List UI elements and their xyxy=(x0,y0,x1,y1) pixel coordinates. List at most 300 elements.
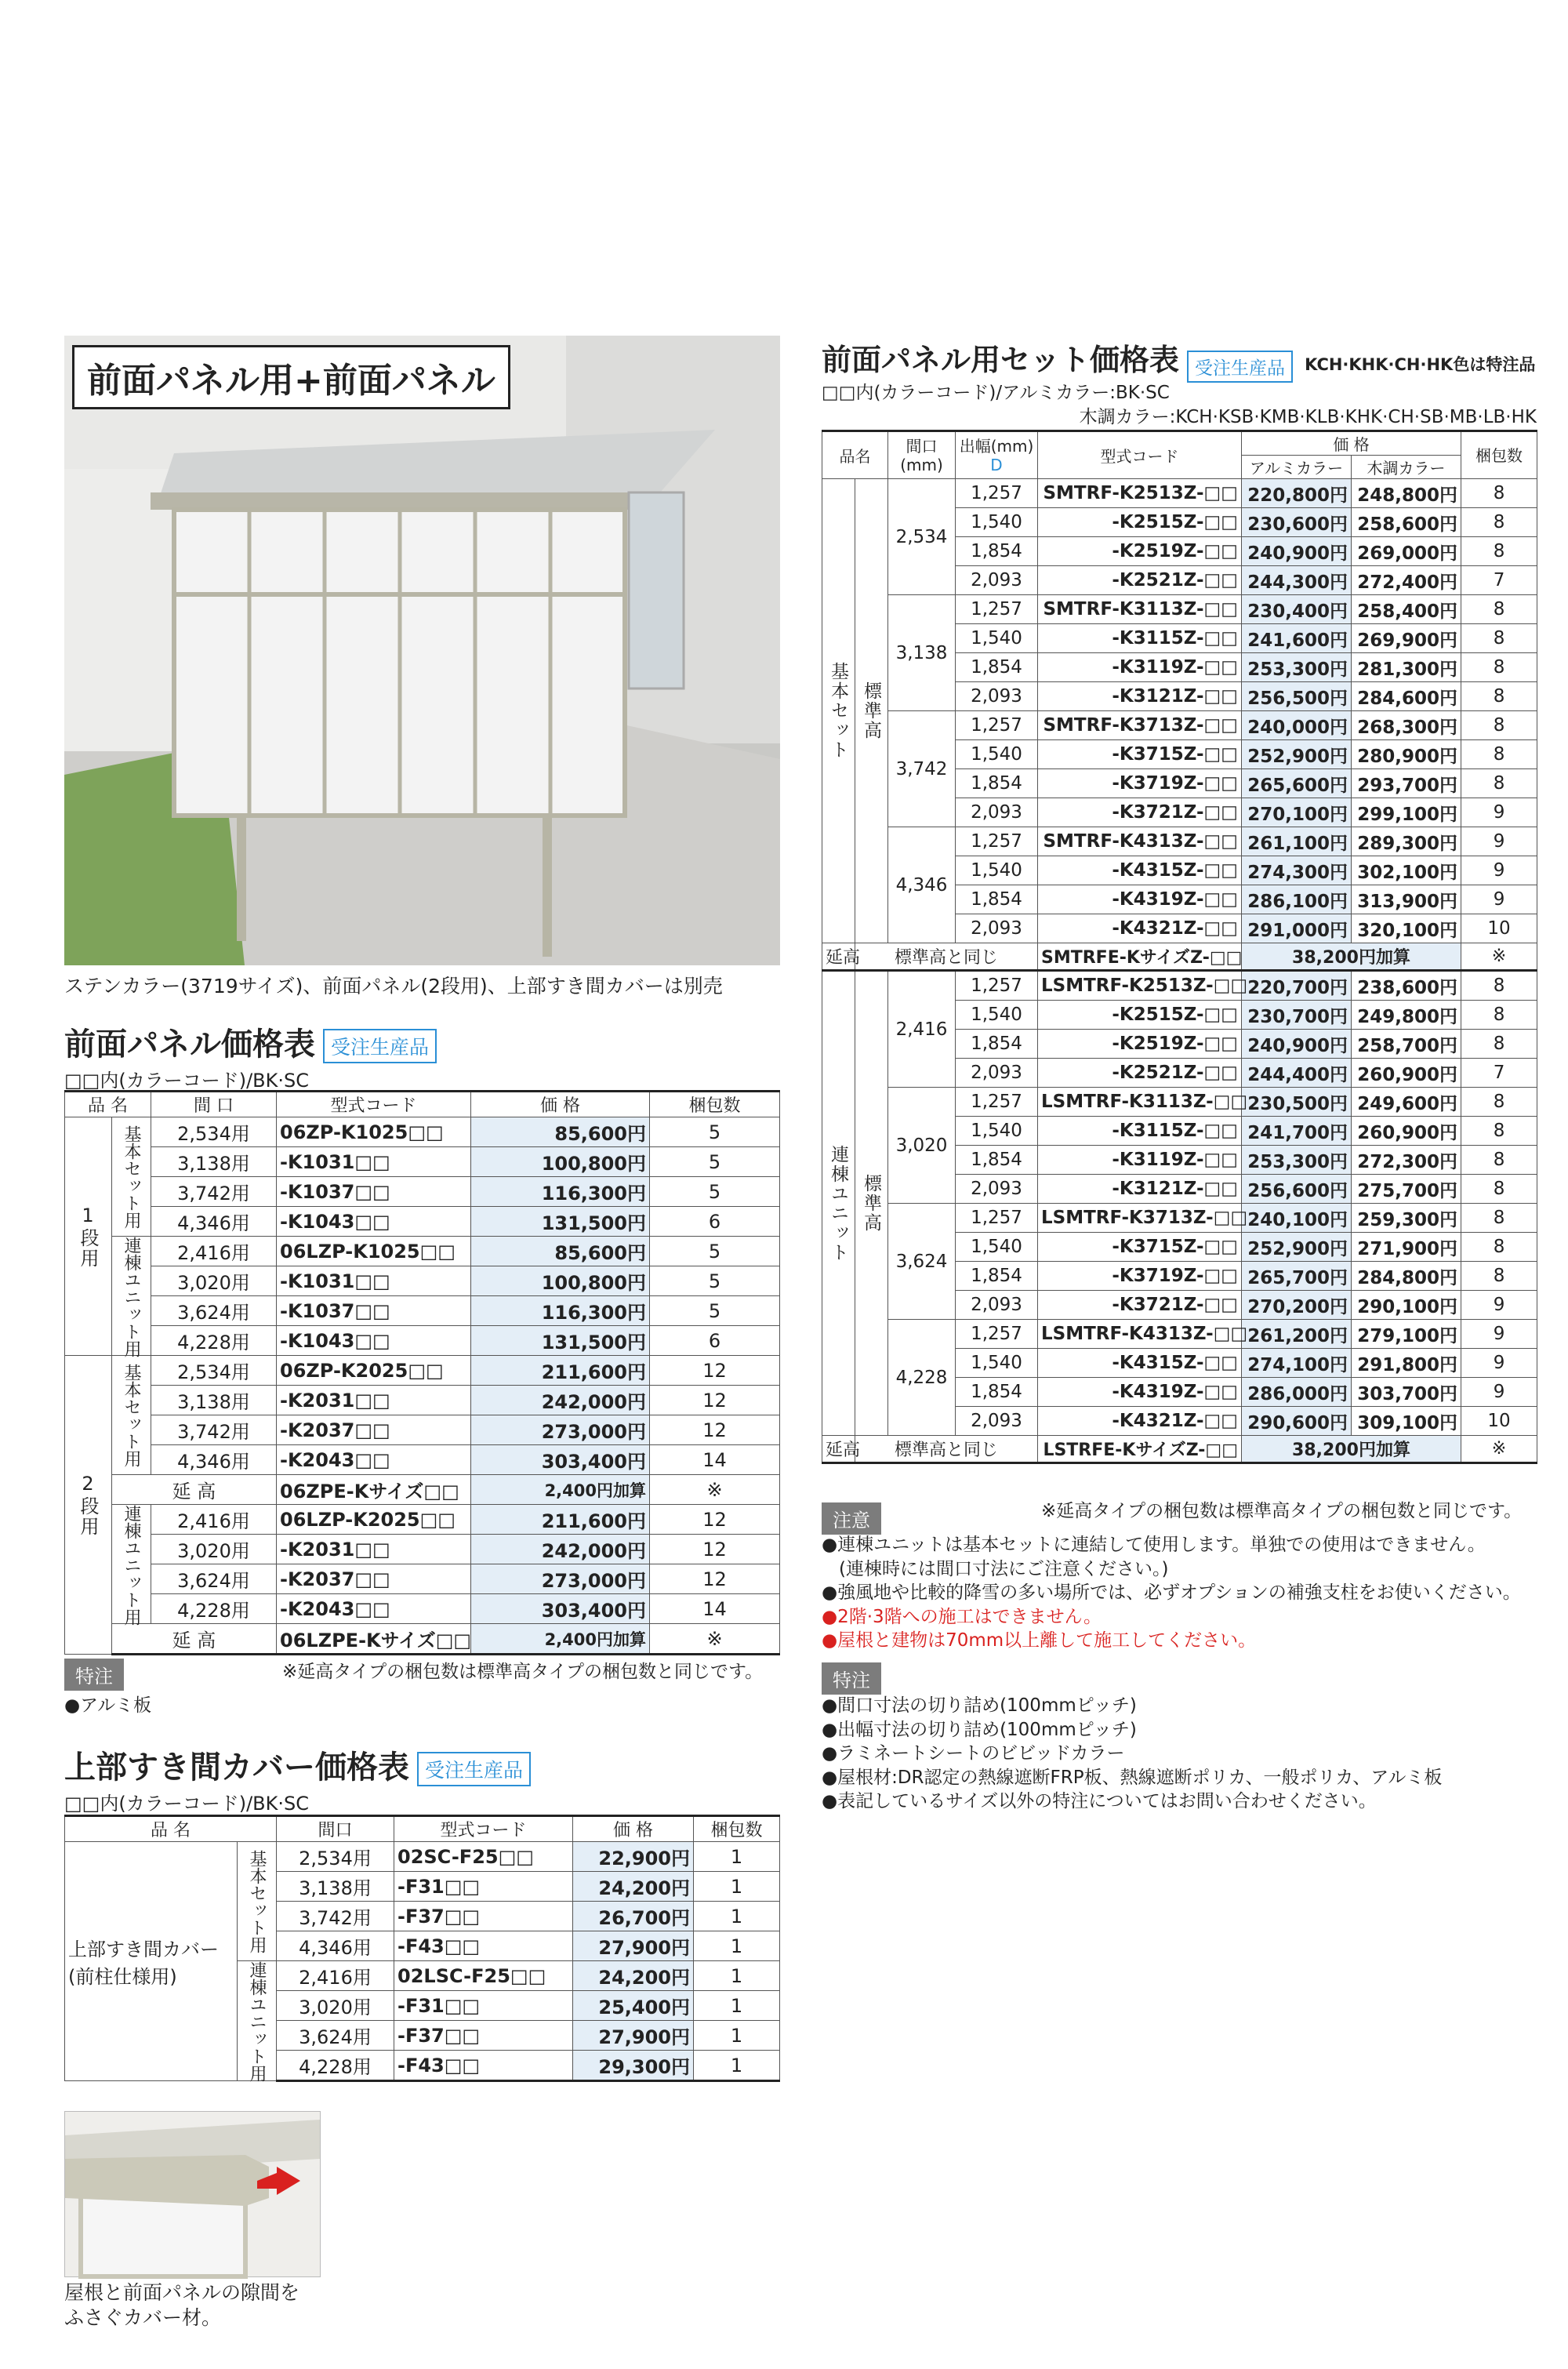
table-row xyxy=(65,1177,780,1207)
alu-price-cell: 240,000円 xyxy=(1242,711,1352,740)
depth-cell: 1,540 xyxy=(956,856,1038,885)
depth-cell: 1,257 xyxy=(956,1320,1038,1349)
wood-price-cell: 302,100円 xyxy=(1352,856,1461,885)
pack-cell: 9 xyxy=(1461,1291,1537,1320)
pack-cell: 1 xyxy=(694,1902,780,1931)
width-cell: 3,624用 xyxy=(277,2021,394,2051)
pack-cell: 5 xyxy=(650,1266,780,1296)
group-label: 基本セット用 xyxy=(238,1842,277,1961)
wood-price-cell: 275,700円 xyxy=(1352,1175,1461,1204)
pack-cell: 9 xyxy=(1461,885,1537,914)
wood-price-cell: 269,900円 xyxy=(1352,624,1461,653)
alu-price-cell: 241,700円 xyxy=(1242,1117,1352,1146)
wood-price-cell: 309,100円 xyxy=(1352,1407,1461,1436)
width-cell: 3,138用 xyxy=(277,1872,394,1902)
set-color-note-wood: 木調カラー:KCH·KSB·KMB·KLB·KHK·CH·SB·MB·LB·HK xyxy=(1079,407,1537,427)
alu-price-cell: 261,100円 xyxy=(1242,827,1352,856)
special-color-note: KCH·KHK·CH·HK色は特注品 xyxy=(1305,355,1536,374)
made-to-order-tag: 受注生産品 xyxy=(323,1029,437,1063)
pack-cell: 6 xyxy=(650,1207,780,1237)
depth-cell: 2,093 xyxy=(956,1291,1038,1320)
depth-cell: 1,540 xyxy=(956,740,1038,769)
tier-label: 2段用 xyxy=(65,1356,112,1655)
width-cell: 4,228 xyxy=(888,1320,956,1436)
wood-price-cell: 249,800円 xyxy=(1352,1001,1461,1030)
col-pack: 梱包数 xyxy=(694,1816,780,1842)
depth-cell: 1,540 xyxy=(956,624,1038,653)
front-panel-title: 前面パネル価格表 xyxy=(64,1026,315,1063)
alu-price-cell: 230,500円 xyxy=(1242,1088,1352,1117)
front-panel-price-table xyxy=(64,1090,780,1655)
made-to-order-tag: 受注生産品 xyxy=(417,1752,531,1786)
wood-price-cell: 299,100円 xyxy=(1352,798,1461,827)
code-cell: -K3121Z-□□ xyxy=(1038,1175,1242,1204)
price-cell: 273,000円 xyxy=(471,1564,650,1594)
pack-cell: 7 xyxy=(1461,566,1537,595)
group-label: 連棟ユニット用 xyxy=(112,1505,151,1624)
cover-detail-illustration xyxy=(65,2112,320,2276)
height-label: 標準高 xyxy=(855,971,888,1436)
code-cell: -K1031□□ xyxy=(277,1266,471,1296)
code-cell: -F37□□ xyxy=(394,1902,573,1931)
caution-list xyxy=(822,1533,1521,1653)
set-label: 連棟ユニット xyxy=(822,971,855,1436)
col-depth: 出幅(mm) D xyxy=(956,431,1038,479)
code-cell: -K2043□□ xyxy=(277,1594,471,1624)
cover-section-title xyxy=(64,1742,531,1787)
pack-cell: 1 xyxy=(694,2051,780,2081)
made-to-order-tag: 受注生産品 xyxy=(1187,351,1293,383)
pack-cell: 9 xyxy=(1461,856,1537,885)
pack-cell: 14 xyxy=(650,1445,780,1475)
pack-cell: 9 xyxy=(1461,827,1537,856)
code-cell: SMTRF-K3113Z-□□ xyxy=(1038,595,1242,624)
pack-cell: 1 xyxy=(694,1991,780,2021)
caution-item: ●連棟ユニットは基本セットに連結して使用します。単独での使用はできません。 xyxy=(822,1535,1486,1555)
table-row xyxy=(65,1296,780,1326)
table-row xyxy=(65,1415,780,1445)
code-cell: -K2037□□ xyxy=(277,1415,471,1445)
code-cell: SMTRF-K3713Z-□□ xyxy=(1038,711,1242,740)
code-cell: -K2031□□ xyxy=(277,1535,471,1564)
pack-cell: 12 xyxy=(650,1564,780,1594)
price-cell: 273,000円 xyxy=(471,1415,650,1445)
caution-item-red: ●2階·3階への施工はできません。 xyxy=(822,1606,1102,1627)
price-cell: 100,800円 xyxy=(471,1266,650,1296)
caution-item: (連棟時には間口寸法にご注意ください。) xyxy=(839,1558,1169,1579)
code-cell: -F43□□ xyxy=(394,2051,573,2081)
code-cell: 02LSC-F25□□ xyxy=(394,1961,573,1991)
alu-price-cell: 286,000円 xyxy=(1242,1378,1352,1407)
price-cell: 242,000円 xyxy=(471,1535,650,1564)
depth-cell: 1,854 xyxy=(956,653,1038,682)
width-cell: 2,534用 xyxy=(151,1356,277,1386)
pack-cell: 12 xyxy=(650,1356,780,1386)
price-cell: 24,200円 xyxy=(573,1872,694,1902)
code-cell: 06LZP-K2025□□ xyxy=(277,1505,471,1535)
code-cell: -K2037□□ xyxy=(277,1564,471,1594)
price-cell: 38,200円加算 xyxy=(1242,943,1461,971)
product-name: 上部すき間カバー xyxy=(68,1938,219,1960)
set-color-note-alu: □□内(カラーコード)/アルミカラー:BK·SC xyxy=(822,383,1170,403)
code-cell: -F31□□ xyxy=(394,1991,573,2021)
wood-price-cell: 279,100円 xyxy=(1352,1320,1461,1349)
wood-price-cell: 284,800円 xyxy=(1352,1262,1461,1291)
pack-cell: 10 xyxy=(1461,1407,1537,1436)
wood-price-cell: 258,600円 xyxy=(1352,508,1461,537)
pack-cell: 9 xyxy=(1461,1349,1537,1378)
depth-cell: 1,854 xyxy=(956,1378,1038,1407)
price-cell: 211,600円 xyxy=(471,1505,650,1535)
depth-cell: 1,540 xyxy=(956,508,1038,537)
alu-price-cell: 290,600円 xyxy=(1242,1407,1352,1436)
alu-price-cell: 230,600円 xyxy=(1242,508,1352,537)
code-cell: SMTRF-K4313Z-□□ xyxy=(1038,827,1242,856)
price-cell: 85,600円 xyxy=(471,1117,650,1147)
col-code: 型式コード xyxy=(277,1092,471,1117)
pack-cell: 8 xyxy=(1461,479,1537,508)
wood-price-cell: 260,900円 xyxy=(1352,1059,1461,1088)
group-label: 連棟ユニット用 xyxy=(238,1961,277,2081)
code-cell: -K4319Z-□□ xyxy=(1038,885,1242,914)
alu-price-cell: 274,100円 xyxy=(1242,1349,1352,1378)
width-cell: 2,416 xyxy=(888,971,956,1088)
code-cell: LSMTRF-K3113Z-□□ xyxy=(1038,1088,1242,1117)
code-cell: -K3119Z-□□ xyxy=(1038,1146,1242,1175)
alu-price-cell: 230,700円 xyxy=(1242,1001,1352,1030)
code-cell: -K3721Z-□□ xyxy=(1038,798,1242,827)
width-cell: 2,416用 xyxy=(277,1961,394,1991)
width-cell: 4,228用 xyxy=(151,1326,277,1356)
code-cell: -K3721Z-□□ xyxy=(1038,1291,1242,1320)
pack-cell: 8 xyxy=(1461,508,1537,537)
wood-price-cell: 272,300円 xyxy=(1352,1146,1461,1175)
col-price: 価 格 xyxy=(573,1816,694,1842)
extended-label: 延 高 xyxy=(112,1475,277,1505)
code-cell: -K3121Z-□□ xyxy=(1038,682,1242,711)
width-cell: 2,534 xyxy=(888,479,956,595)
pack-cell: 8 xyxy=(1461,1233,1537,1262)
code-cell: -K1037□□ xyxy=(277,1296,471,1326)
code-cell: -K4315Z-□□ xyxy=(1038,1349,1242,1378)
wood-price-cell: 258,700円 xyxy=(1352,1030,1461,1059)
front-panel-special-label: 特注 xyxy=(64,1659,124,1691)
cover-title: 上部すき間カバー価格表 xyxy=(64,1749,409,1786)
code-cell: 06ZPE-Kサイズ□□ xyxy=(277,1475,471,1505)
wood-price-cell: 259,300円 xyxy=(1352,1204,1461,1233)
set-title: 前面パネル用セット価格表 xyxy=(822,343,1180,377)
code-cell: -K2521Z-□□ xyxy=(1038,566,1242,595)
wood-price-cell: 320,100円 xyxy=(1352,914,1461,943)
wood-price-cell: 293,700円 xyxy=(1352,769,1461,798)
alu-price-cell: 252,900円 xyxy=(1242,740,1352,769)
table-row xyxy=(65,1326,780,1356)
code-cell: -K2521Z-□□ xyxy=(1038,1059,1242,1088)
alu-price-cell: 230,400円 xyxy=(1242,595,1352,624)
col-width: 間口(mm) xyxy=(888,431,956,479)
price-cell: 38,200円加算 xyxy=(1242,1436,1461,1463)
product-name-sub: (前柱仕様用) xyxy=(68,1966,177,1988)
pack-cell: 8 xyxy=(1461,1001,1537,1030)
col-pack: 梱包数 xyxy=(650,1092,780,1117)
table-row xyxy=(822,711,1537,740)
col-pack: 梱包数 xyxy=(1461,431,1537,479)
width-cell: 3,624用 xyxy=(151,1296,277,1326)
code-cell: -K3719Z-□□ xyxy=(1038,1262,1242,1291)
pack-cell: 12 xyxy=(650,1386,780,1415)
cover-price-table xyxy=(64,1815,780,2082)
depth-cell: 2,093 xyxy=(956,914,1038,943)
col-width: 間 口 xyxy=(151,1092,277,1117)
width-cell: 3,742 xyxy=(888,711,956,827)
table-row xyxy=(65,1386,780,1415)
width-cell: 3,742用 xyxy=(151,1177,277,1207)
width-cell: 3,138用 xyxy=(151,1386,277,1415)
alu-price-cell: 253,300円 xyxy=(1242,653,1352,682)
pack-cell: 1 xyxy=(694,2021,780,2051)
depth-cell: 2,093 xyxy=(956,1175,1038,1204)
front-panel-section-title xyxy=(64,1019,437,1064)
pack-cell: 8 xyxy=(1461,1088,1537,1117)
wood-price-cell: 280,900円 xyxy=(1352,740,1461,769)
col-alu: アルミカラー xyxy=(1242,456,1352,479)
pack-cell: 9 xyxy=(1461,1320,1537,1349)
depth-cell: 1,540 xyxy=(956,1233,1038,1262)
wood-price-cell: 258,400円 xyxy=(1352,595,1461,624)
pack-cell: 8 xyxy=(1461,740,1537,769)
caution-label: 注意 xyxy=(822,1502,881,1535)
group-label: 基本セット用 xyxy=(112,1356,151,1475)
width-cell: 4,346用 xyxy=(151,1445,277,1475)
code-cell: -F43□□ xyxy=(394,1931,573,1961)
depth-cell: 2,093 xyxy=(956,566,1038,595)
code-cell: -K3719Z-□□ xyxy=(1038,769,1242,798)
pack-cell: 9 xyxy=(1461,1378,1537,1407)
table-row xyxy=(65,1594,780,1624)
table-row xyxy=(65,1505,780,1535)
pack-cell: 5 xyxy=(650,1117,780,1147)
pack-cell: 10 xyxy=(1461,914,1537,943)
width-cell: 3,020用 xyxy=(277,1991,394,2021)
wood-price-cell: 291,800円 xyxy=(1352,1349,1461,1378)
code-cell: -K1037□□ xyxy=(277,1177,471,1207)
wood-price-cell: 269,000円 xyxy=(1352,537,1461,566)
set-price-table xyxy=(822,430,1537,1464)
price-cell: 303,400円 xyxy=(471,1445,650,1475)
price-cell: 211,600円 xyxy=(471,1356,650,1386)
cover-caption-line2: ふさぐカバー材。 xyxy=(64,2306,222,2329)
code-cell: 06ZP-K2025□□ xyxy=(277,1356,471,1386)
width-cell: 2,534用 xyxy=(151,1117,277,1147)
wood-price-cell: 249,600円 xyxy=(1352,1088,1461,1117)
code-cell: 06LZPE-Kサイズ□□ xyxy=(277,1624,471,1655)
width-cell: 4,346 xyxy=(888,827,956,943)
depth-cell: 1,257 xyxy=(956,971,1038,1001)
pack-cell: 8 xyxy=(1461,1262,1537,1291)
depth-cell: 1,854 xyxy=(956,1262,1038,1291)
wood-price-cell: 289,300円 xyxy=(1352,827,1461,856)
alu-price-cell: 244,300円 xyxy=(1242,566,1352,595)
pack-cell: 8 xyxy=(1461,711,1537,740)
code-cell: -K4321Z-□□ xyxy=(1038,914,1242,943)
col-width: 間口 xyxy=(277,1816,394,1842)
price-cell: 29,300円 xyxy=(573,2051,694,2081)
col-price: 価 格 xyxy=(471,1092,650,1117)
col-price: 価 格 xyxy=(1242,431,1461,456)
code-cell: LSMTRF-K3713Z-□□ xyxy=(1038,1204,1242,1233)
price-cell: 100,800円 xyxy=(471,1147,650,1177)
pack-cell: 7 xyxy=(1461,1059,1537,1088)
pack-cell: 5 xyxy=(650,1147,780,1177)
width-cell: 3,020用 xyxy=(151,1266,277,1296)
col-code: 型式コード xyxy=(1038,431,1242,479)
alu-price-cell: 270,100円 xyxy=(1242,798,1352,827)
table-row xyxy=(65,1147,780,1177)
alu-price-cell: 240,900円 xyxy=(1242,537,1352,566)
col-wood: 木調カラー xyxy=(1352,456,1461,479)
width-cell: 2,416用 xyxy=(151,1505,277,1535)
set-section-title xyxy=(822,336,1535,383)
pack-cell: 12 xyxy=(650,1415,780,1445)
pack-cell: 8 xyxy=(1461,682,1537,711)
pack-cell: 8 xyxy=(1461,537,1537,566)
code-cell: -K3715Z-□□ xyxy=(1038,740,1242,769)
group-label: 基本セット用 xyxy=(112,1117,151,1237)
cover-color-note: □□内(カラーコード)/BK·SC xyxy=(64,1793,309,1815)
code-cell: LSMTRF-K4313Z-□□ xyxy=(1038,1320,1242,1349)
table-row xyxy=(65,1356,780,1386)
group-label: 連棟ユニット用 xyxy=(112,1237,151,1356)
pack-cell: ※ xyxy=(1461,1436,1537,1463)
wood-price-cell: 238,600円 xyxy=(1352,971,1461,1001)
code-cell: -K1043□□ xyxy=(277,1207,471,1237)
pack-cell: 8 xyxy=(1461,1204,1537,1233)
product-name-cell xyxy=(65,1842,238,2081)
wood-price-cell: 303,700円 xyxy=(1352,1378,1461,1407)
table-row-extended xyxy=(65,1624,780,1655)
wood-price-cell: 272,400円 xyxy=(1352,566,1461,595)
special-item: ●出幅寸法の切り詰め(100mmピッチ) xyxy=(822,1719,1137,1740)
special-item: ●間口寸法の切り詰め(100mmピッチ) xyxy=(822,1695,1137,1716)
front-panel-pack-note: ※延高タイプの梱包数は標準高タイプの梱包数と同じです。 xyxy=(282,1662,764,1682)
alu-price-cell: 270,200円 xyxy=(1242,1291,1352,1320)
alu-price-cell: 286,100円 xyxy=(1242,885,1352,914)
table-row xyxy=(822,827,1537,856)
code-cell: -K3715Z-□□ xyxy=(1038,1233,1242,1262)
depth-cell: 1,854 xyxy=(956,769,1038,798)
photo-title: 前面パネル用+前面パネル xyxy=(72,345,510,409)
pack-cell: 12 xyxy=(650,1535,780,1564)
table-row xyxy=(65,1445,780,1475)
pack-cell: 5 xyxy=(650,1177,780,1207)
alu-price-cell: 253,300円 xyxy=(1242,1146,1352,1175)
col-code: 型式コード xyxy=(394,1816,573,1842)
table-row xyxy=(65,1564,780,1594)
terrace-illustration xyxy=(64,336,780,965)
wood-price-cell: 284,600円 xyxy=(1352,682,1461,711)
depth-cell: 1,257 xyxy=(956,1088,1038,1117)
extended-label: 延高 xyxy=(822,1436,855,1463)
pack-cell: 8 xyxy=(1461,1146,1537,1175)
special-item: ●表記しているサイズ以外の特注についてはお問い合わせください。 xyxy=(822,1791,1377,1811)
wood-price-cell: 268,300円 xyxy=(1352,711,1461,740)
color-code-note: □□内(カラーコード)/BK·SC xyxy=(64,1070,309,1092)
price-cell: 116,300円 xyxy=(471,1177,650,1207)
extended-note: 標準高と同じ xyxy=(855,943,1038,971)
price-cell: 2,400円加算 xyxy=(471,1624,650,1655)
price-cell: 2,400円加算 xyxy=(471,1475,650,1505)
depth-cell: 1,540 xyxy=(956,1117,1038,1146)
code-cell: -K2031□□ xyxy=(277,1386,471,1415)
cover-detail-image xyxy=(64,2111,321,2277)
code-cell: -K1043□□ xyxy=(277,1326,471,1356)
pack-cell: ※ xyxy=(650,1475,780,1505)
depth-cell: 1,257 xyxy=(956,1204,1038,1233)
table-row xyxy=(65,1842,780,1872)
width-cell: 3,020用 xyxy=(151,1535,277,1564)
pack-cell: 1 xyxy=(694,1931,780,1961)
front-panel-special-item: ●アルミ板 xyxy=(64,1695,152,1716)
code-cell: -F31□□ xyxy=(394,1872,573,1902)
pack-cell: 8 xyxy=(1461,971,1537,1001)
pack-cell: 14 xyxy=(650,1594,780,1624)
pack-cell: 8 xyxy=(1461,624,1537,653)
width-cell: 2,534用 xyxy=(277,1842,394,1872)
wood-price-cell: 313,900円 xyxy=(1352,885,1461,914)
width-cell: 4,228用 xyxy=(277,2051,394,2081)
pack-cell: 9 xyxy=(1461,798,1537,827)
alu-price-cell: 265,600円 xyxy=(1242,769,1352,798)
col-name: 品名 xyxy=(822,431,888,479)
price-cell: 24,200円 xyxy=(573,1961,694,1991)
depth-cell: 1,854 xyxy=(956,1030,1038,1059)
alu-price-cell: 256,500円 xyxy=(1242,682,1352,711)
price-cell: 131,500円 xyxy=(471,1326,650,1356)
code-cell: -K2515Z-□□ xyxy=(1038,508,1242,537)
code-cell: -K4315Z-□□ xyxy=(1038,856,1242,885)
depth-cell: 2,093 xyxy=(956,798,1038,827)
width-cell: 4,346用 xyxy=(277,1931,394,1961)
caution-item-red: ●屋根と建物は70mm以上離して施工してください。 xyxy=(822,1630,1257,1651)
set-pack-note: ※延高タイプの梱包数は標準高タイプの梱包数と同じです。 xyxy=(1041,1501,1523,1521)
alu-price-cell: 265,700円 xyxy=(1242,1262,1352,1291)
code-cell: LSTRFE-KサイズZ-□□ xyxy=(1038,1436,1242,1463)
extended-label: 延 高 xyxy=(112,1624,277,1655)
height-label: 標準高 xyxy=(855,479,888,943)
pack-cell: 8 xyxy=(1461,1175,1537,1204)
extended-note: 標準高と同じ xyxy=(855,1436,1038,1463)
depth-cell: 1,257 xyxy=(956,479,1038,508)
depth-cell: 2,093 xyxy=(956,1407,1038,1436)
width-cell: 4,346用 xyxy=(151,1207,277,1237)
pack-cell: 8 xyxy=(1461,595,1537,624)
special-item: ●屋根材:DR認定の熱線遮断FRP板、熱線遮断ポリカ、一般ポリカ、アルミ板 xyxy=(822,1767,1443,1788)
price-cell: 242,000円 xyxy=(471,1386,650,1415)
price-cell: 22,900円 xyxy=(573,1842,694,1872)
table-row xyxy=(822,479,1537,508)
table-row xyxy=(65,1266,780,1296)
alu-price-cell: 274,300円 xyxy=(1242,856,1352,885)
pack-cell: 8 xyxy=(1461,1117,1537,1146)
depth-cell: 1,540 xyxy=(956,1001,1038,1030)
price-cell: 26,700円 xyxy=(573,1902,694,1931)
code-cell: 06LZP-K1025□□ xyxy=(277,1237,471,1266)
cover-caption-line1: 屋根と前面パネルの隙間を xyxy=(64,2281,300,2304)
table-row xyxy=(822,1088,1537,1117)
alu-price-cell: 220,700円 xyxy=(1242,971,1352,1001)
wood-price-cell: 271,900円 xyxy=(1352,1233,1461,1262)
pack-cell: 8 xyxy=(1461,769,1537,798)
